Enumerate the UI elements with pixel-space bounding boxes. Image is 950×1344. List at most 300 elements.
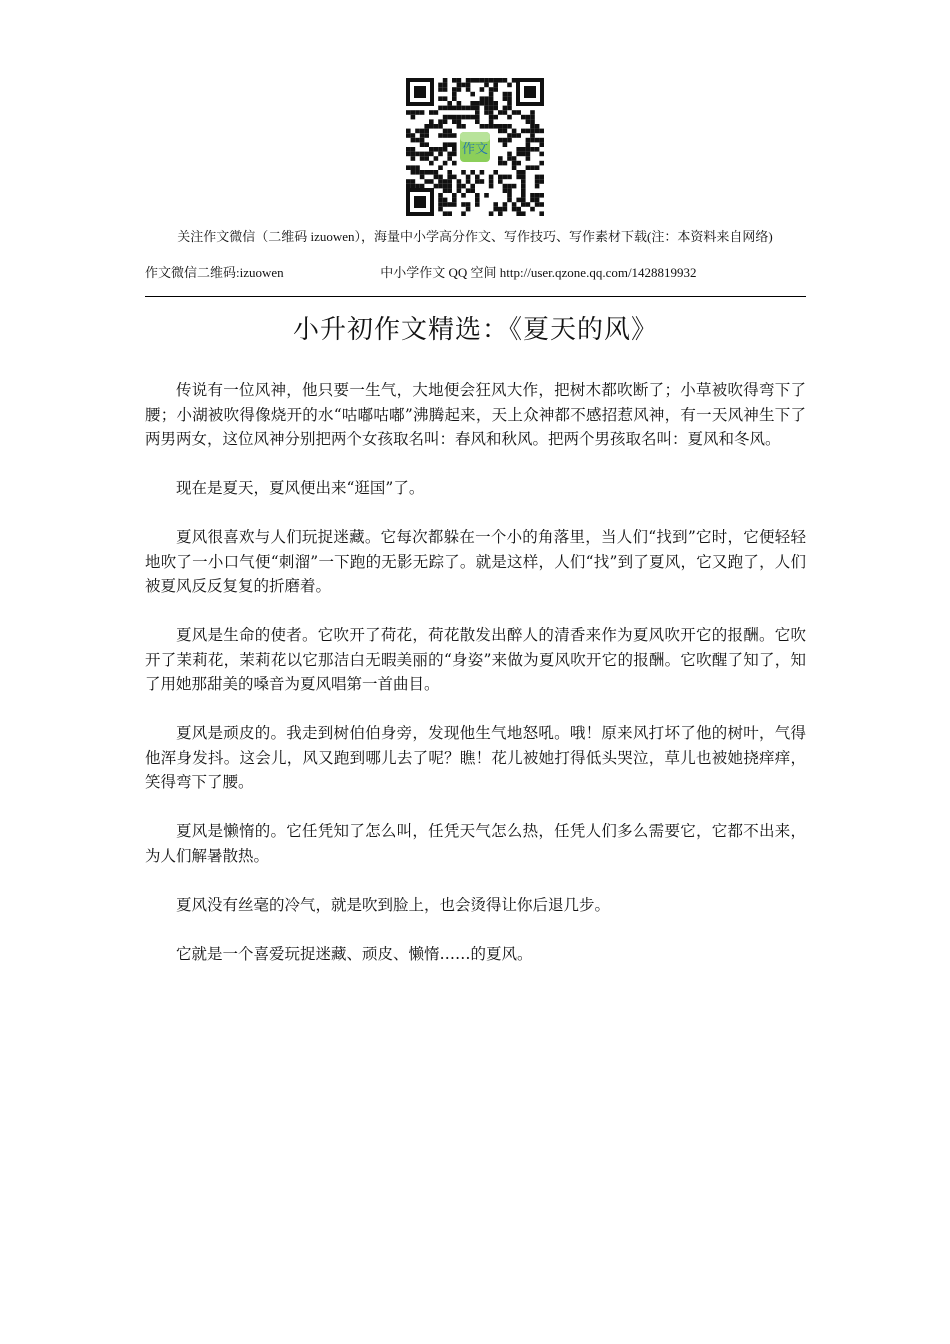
qr-module — [429, 152, 434, 157]
qr-module — [507, 175, 512, 180]
qr-module — [438, 147, 443, 152]
qr-module — [438, 124, 443, 129]
qr-module — [438, 152, 443, 157]
qr-module — [415, 138, 420, 143]
qr-module — [466, 202, 471, 207]
qr-module — [466, 78, 471, 83]
qr-module — [503, 202, 508, 207]
qr-module — [489, 87, 494, 92]
qr-module — [443, 83, 448, 88]
qr-module — [539, 175, 544, 180]
qr-module — [498, 211, 503, 216]
qr-module — [406, 147, 411, 152]
qr-module — [526, 156, 531, 161]
qr-module — [507, 83, 512, 88]
qr-module — [521, 188, 526, 193]
qr-module — [466, 87, 471, 92]
qr-module — [516, 207, 521, 212]
qr-module — [447, 179, 452, 184]
qr-module — [461, 170, 466, 175]
qr-module — [443, 87, 448, 92]
qr-module — [429, 179, 434, 184]
qr-module — [438, 87, 443, 92]
qr-module — [420, 138, 425, 143]
qr-module — [507, 115, 512, 120]
qr-module — [503, 78, 508, 83]
qr-module — [411, 170, 416, 175]
qr-module — [452, 193, 457, 198]
qr-module — [480, 179, 485, 184]
qr-module — [507, 152, 512, 157]
qr-module — [452, 92, 457, 97]
qr-module — [447, 106, 452, 111]
qr-module — [443, 106, 448, 111]
qr-module — [498, 207, 503, 212]
qr-module — [489, 211, 494, 216]
qr-module — [489, 124, 494, 129]
qr-module — [457, 106, 462, 111]
qr-module — [521, 193, 526, 198]
qr-module — [443, 184, 448, 189]
qr-module — [489, 115, 494, 120]
qr-module — [475, 110, 480, 115]
qr-module — [457, 188, 462, 193]
qr-module — [457, 87, 462, 92]
qr-module — [415, 170, 420, 175]
qr-module — [503, 106, 508, 111]
qr-module — [411, 179, 416, 184]
qr-module — [406, 152, 411, 157]
qr-module — [420, 129, 425, 134]
qr-logo-label: 作文 — [461, 142, 489, 157]
qr-module — [411, 152, 416, 157]
qr-module — [420, 184, 425, 189]
qr-module — [493, 106, 498, 111]
qr-module — [424, 156, 429, 161]
qr-module — [526, 129, 531, 134]
qr-module — [461, 83, 466, 88]
qr-module — [415, 165, 420, 170]
qr-module — [466, 106, 471, 111]
qr-module — [457, 115, 462, 120]
qr-module — [406, 129, 411, 134]
qr-module — [507, 101, 512, 106]
qr-module — [470, 188, 475, 193]
qr-module — [512, 133, 517, 138]
qr-module — [434, 170, 439, 175]
qr-module — [475, 198, 480, 203]
qr-module — [535, 165, 540, 170]
qr-module — [535, 193, 540, 198]
qr-module — [512, 161, 517, 166]
qr-module — [530, 133, 535, 138]
qr-module — [438, 207, 443, 212]
qr-module — [470, 115, 475, 120]
qr-module — [457, 184, 462, 189]
qr-module — [526, 152, 531, 157]
qr-module — [424, 133, 429, 138]
qr-module — [424, 129, 429, 134]
qr-module — [452, 161, 457, 166]
qr-module — [516, 175, 521, 180]
qr-module — [447, 202, 452, 207]
qr-module — [521, 202, 526, 207]
qr-module — [498, 175, 503, 180]
qr-module — [489, 119, 494, 124]
qr-module — [507, 138, 512, 143]
qr-module — [493, 83, 498, 88]
qr-module — [507, 184, 512, 189]
qr-module — [503, 142, 508, 147]
qr-module — [452, 147, 457, 152]
qr-module — [438, 193, 443, 198]
qr-module — [507, 106, 512, 111]
qr-module — [406, 184, 411, 189]
qr-module — [466, 175, 471, 180]
qr-module — [535, 179, 540, 184]
qr-module — [512, 156, 517, 161]
qr-module — [447, 170, 452, 175]
qr-module — [489, 92, 494, 97]
article-title: 小升初作文精选：《夏天的风》 — [292, 315, 658, 345]
qr-module — [489, 175, 494, 180]
qr-module — [415, 110, 420, 115]
qr-module — [434, 124, 439, 129]
qr-module — [507, 198, 512, 203]
qzone-link[interactable]: 中小学作文 QQ 空间 http://user.qzone.qq.com/1428819932 — [380, 265, 697, 280]
qr-module — [493, 101, 498, 106]
qr-module — [503, 96, 508, 101]
qr-module — [411, 115, 416, 120]
qr-module — [424, 152, 429, 157]
qr-module — [429, 110, 434, 115]
qr-module — [406, 165, 411, 170]
paragraph: 现在是夏天，夏风便出来“逛国”了。 — [176, 479, 425, 497]
qr-module — [424, 124, 429, 129]
qr-module — [443, 142, 448, 147]
qr-module — [489, 96, 494, 101]
qr-module — [535, 124, 540, 129]
qr-module — [484, 106, 489, 111]
qr-module — [470, 78, 475, 83]
qr-module — [438, 175, 443, 180]
qr-module — [415, 129, 420, 134]
qr-module — [521, 115, 526, 120]
qr-module — [452, 78, 457, 83]
qr-module — [447, 142, 452, 147]
qr-module — [443, 202, 448, 207]
qr-module — [530, 147, 535, 152]
qr-module — [438, 198, 443, 203]
qr-module — [516, 170, 521, 175]
qr-module — [434, 156, 439, 161]
qr-module — [443, 115, 448, 120]
qr-module — [475, 119, 480, 124]
qr-module — [521, 175, 526, 180]
qr-module — [452, 152, 457, 157]
qr-module — [457, 101, 462, 106]
qr-module — [420, 152, 425, 157]
qr-module — [475, 202, 480, 207]
qr-module — [447, 175, 452, 180]
qr-module — [539, 152, 544, 157]
qr-module — [530, 207, 535, 212]
qr-module — [429, 161, 434, 166]
qr-module — [452, 106, 457, 111]
qr-module — [447, 211, 452, 216]
paragraph: 夏风是懒惰的。它任凭知了怎么叫，任凭天气怎么热，任凭人们多么需要它，它都不出来，为人们解暑散热。 — [145, 822, 806, 865]
qr-module — [507, 92, 512, 97]
qr-module — [461, 193, 466, 198]
qr-module — [429, 124, 434, 129]
qr-module — [447, 156, 452, 161]
qr-module — [466, 207, 471, 212]
qr-module — [516, 110, 521, 115]
qr-module — [521, 211, 526, 216]
qr-module — [480, 96, 485, 101]
qr-module — [443, 147, 448, 152]
qr-module — [503, 110, 508, 115]
qr-module — [452, 119, 457, 124]
qr-module — [507, 96, 512, 101]
qr-module — [457, 119, 462, 124]
qr-module — [539, 161, 544, 166]
qr-module — [447, 188, 452, 193]
qr-module — [507, 133, 512, 138]
qr-module — [438, 106, 443, 111]
qr-module — [493, 87, 498, 92]
qr-module — [470, 184, 475, 189]
qr-module — [420, 156, 425, 161]
qr-module — [535, 184, 540, 189]
qr-module — [539, 211, 544, 216]
qr-module — [424, 142, 429, 147]
qr-module — [475, 106, 480, 111]
qr-module — [526, 119, 531, 124]
qr-module — [434, 110, 439, 115]
qr-module — [530, 124, 535, 129]
qr-module — [498, 138, 503, 143]
qr-module — [406, 110, 411, 115]
qr-module — [521, 129, 526, 134]
paragraph: 夏风是生命的使者。它吹开了荷花，荷花散发出醉人的清香来作为夏风吹开它的报酬。它吹开了茉莉花，茉莉花以它那洁白无暇美丽的“身姿”来做为夏风吹开它的报酬。它吹醒了知了，知了用她那甜美的嗓音为夏风唱第一首曲目。 — [145, 626, 806, 693]
qr-module — [503, 188, 508, 193]
header-links — [145, 264, 805, 281]
qr-module — [526, 202, 531, 207]
qr-module — [466, 188, 471, 193]
qr-module — [498, 161, 503, 166]
qr-module — [493, 78, 498, 83]
qr-module — [475, 175, 480, 180]
qr-module — [420, 110, 425, 115]
qr-module — [438, 96, 443, 101]
qr-module — [503, 124, 508, 129]
qr-module — [526, 138, 531, 143]
qr-module — [438, 133, 443, 138]
qr-module — [415, 152, 420, 157]
qr-module — [516, 152, 521, 157]
qr-module — [530, 119, 535, 124]
qr-module — [438, 202, 443, 207]
qr-module — [470, 106, 475, 111]
qr-module — [512, 129, 517, 134]
qr-module — [475, 193, 480, 198]
qr-module — [447, 129, 452, 134]
paragraph: 它就是一个喜爱玩捉迷藏、顽皮、懒惰……的夏风。 — [176, 944, 533, 963]
qr-module — [420, 133, 425, 138]
qr-module — [493, 207, 498, 212]
qr-module — [484, 83, 489, 88]
paragraph: 夏风很喜欢与人们玩捉迷藏。它每次都躲在一个小的角落里，当人们“找到”它时，它便轻轻地吹了一小口气便“刺溜”一下跑的无影无踪了。就是这样，人们“找”到了夏风，它又跑了，人们被夏风反反复复的折磨着。 — [145, 528, 806, 595]
qr-module — [443, 96, 448, 101]
qr-module — [484, 124, 489, 129]
qr-module — [507, 188, 512, 193]
qr-module — [498, 78, 503, 83]
qr-module — [521, 179, 526, 184]
qr-module — [521, 152, 526, 157]
qr-module — [503, 129, 508, 134]
qr-module — [411, 110, 416, 115]
qr-module — [526, 165, 531, 170]
qr-module — [452, 175, 457, 180]
qr-module — [535, 202, 540, 207]
qr-module — [447, 152, 452, 157]
qr-module — [484, 78, 489, 83]
qr-module — [411, 147, 416, 152]
qr-module — [530, 193, 535, 198]
qr-module — [420, 175, 425, 180]
qr-module — [443, 179, 448, 184]
header-divider — [145, 296, 806, 297]
qr-module — [493, 202, 498, 207]
qr-module — [539, 129, 544, 134]
qr-module — [406, 179, 411, 184]
qr-module — [484, 110, 489, 115]
qr-module — [498, 129, 503, 134]
qr-module — [443, 129, 448, 134]
qr-module — [457, 124, 462, 129]
qr-module — [447, 115, 452, 120]
qr-code — [404, 76, 546, 218]
qr-module — [457, 83, 462, 88]
qr-module — [429, 147, 434, 152]
qr-module — [438, 179, 443, 184]
qr-module — [475, 101, 480, 106]
qr-module — [434, 184, 439, 189]
qr-module — [507, 156, 512, 161]
qr-module — [429, 170, 434, 175]
qr-module — [480, 101, 485, 106]
qr-module — [489, 110, 494, 115]
qr-module — [503, 184, 508, 189]
qr-module — [498, 124, 503, 129]
qr-module — [434, 175, 439, 180]
qr-module — [535, 129, 540, 134]
qr-module — [530, 165, 535, 170]
qr-module — [526, 147, 531, 152]
qr-module — [489, 184, 494, 189]
qr-module — [493, 124, 498, 129]
qr-module — [452, 198, 457, 203]
qr-module — [535, 175, 540, 180]
qr-module — [498, 110, 503, 115]
qr-module — [516, 133, 521, 138]
qr-module — [411, 138, 416, 143]
qr-module — [493, 170, 498, 175]
qr-module — [484, 96, 489, 101]
qr-module — [443, 211, 448, 216]
qr-module — [521, 198, 526, 203]
qr-module — [480, 124, 485, 129]
qr-module — [411, 156, 416, 161]
qr-module — [411, 133, 416, 138]
qr-module — [434, 147, 439, 152]
qr-module — [443, 161, 448, 166]
qr-module — [503, 92, 508, 97]
qr-module — [512, 184, 517, 189]
qr-module — [452, 202, 457, 207]
qr-module — [452, 133, 457, 138]
qr-module — [493, 115, 498, 120]
qr-module — [461, 202, 466, 207]
qr-module — [539, 193, 544, 198]
qr-module — [498, 156, 503, 161]
qr-module — [461, 211, 466, 216]
article-body — [145, 378, 806, 991]
qr-module — [521, 147, 526, 152]
qr-module — [443, 198, 448, 203]
qr-module — [512, 110, 517, 115]
qr-module — [470, 92, 475, 97]
paragraph: 传说有一位风神，他只要一生气，大地便会狂风大作，把树木都吹断了；小草被吹得弯下了腰；小湖被吹得像烧开的水“咕嘟咕嘟”沸腾起来，天上众神都不感招惹风神，有一天风神生下了两男两女，这位风神分别把两个女孩取名叫：春风和秋风。把两个男孩取名叫：夏风和冬风。 — [145, 381, 806, 448]
qr-module — [480, 78, 485, 83]
qr-module — [438, 83, 443, 88]
qr-module — [406, 133, 411, 138]
qr-module — [498, 179, 503, 184]
qr-module — [530, 198, 535, 203]
qr-module — [411, 184, 416, 189]
qr-module — [466, 115, 471, 120]
qr-module — [503, 175, 508, 180]
qr-module — [516, 161, 521, 166]
qr-module — [489, 106, 494, 111]
qr-module — [447, 101, 452, 106]
qr-module — [516, 147, 521, 152]
paragraph: 夏风没有丝毫的冷气，就是吹到脸上，也会烫得让你后退几步。 — [176, 895, 611, 914]
qr-module — [516, 198, 521, 203]
qr-module — [530, 129, 535, 134]
qr-module — [452, 96, 457, 101]
qr-module — [470, 170, 475, 175]
qr-module — [526, 115, 531, 120]
qr-module — [466, 83, 471, 88]
qr-module — [512, 207, 517, 212]
qr-code-image — [404, 76, 546, 218]
qr-module — [457, 78, 462, 83]
qr-module — [489, 101, 494, 106]
qr-module — [512, 78, 517, 83]
qr-module — [415, 184, 420, 189]
qr-module — [457, 179, 462, 184]
qr-module — [475, 115, 480, 120]
qr-module — [530, 110, 535, 115]
qr-module — [507, 124, 512, 129]
qr-module — [521, 170, 526, 175]
qr-module — [521, 184, 526, 189]
qr-module — [461, 106, 466, 111]
qr-module — [411, 165, 416, 170]
qr-module — [535, 138, 540, 143]
